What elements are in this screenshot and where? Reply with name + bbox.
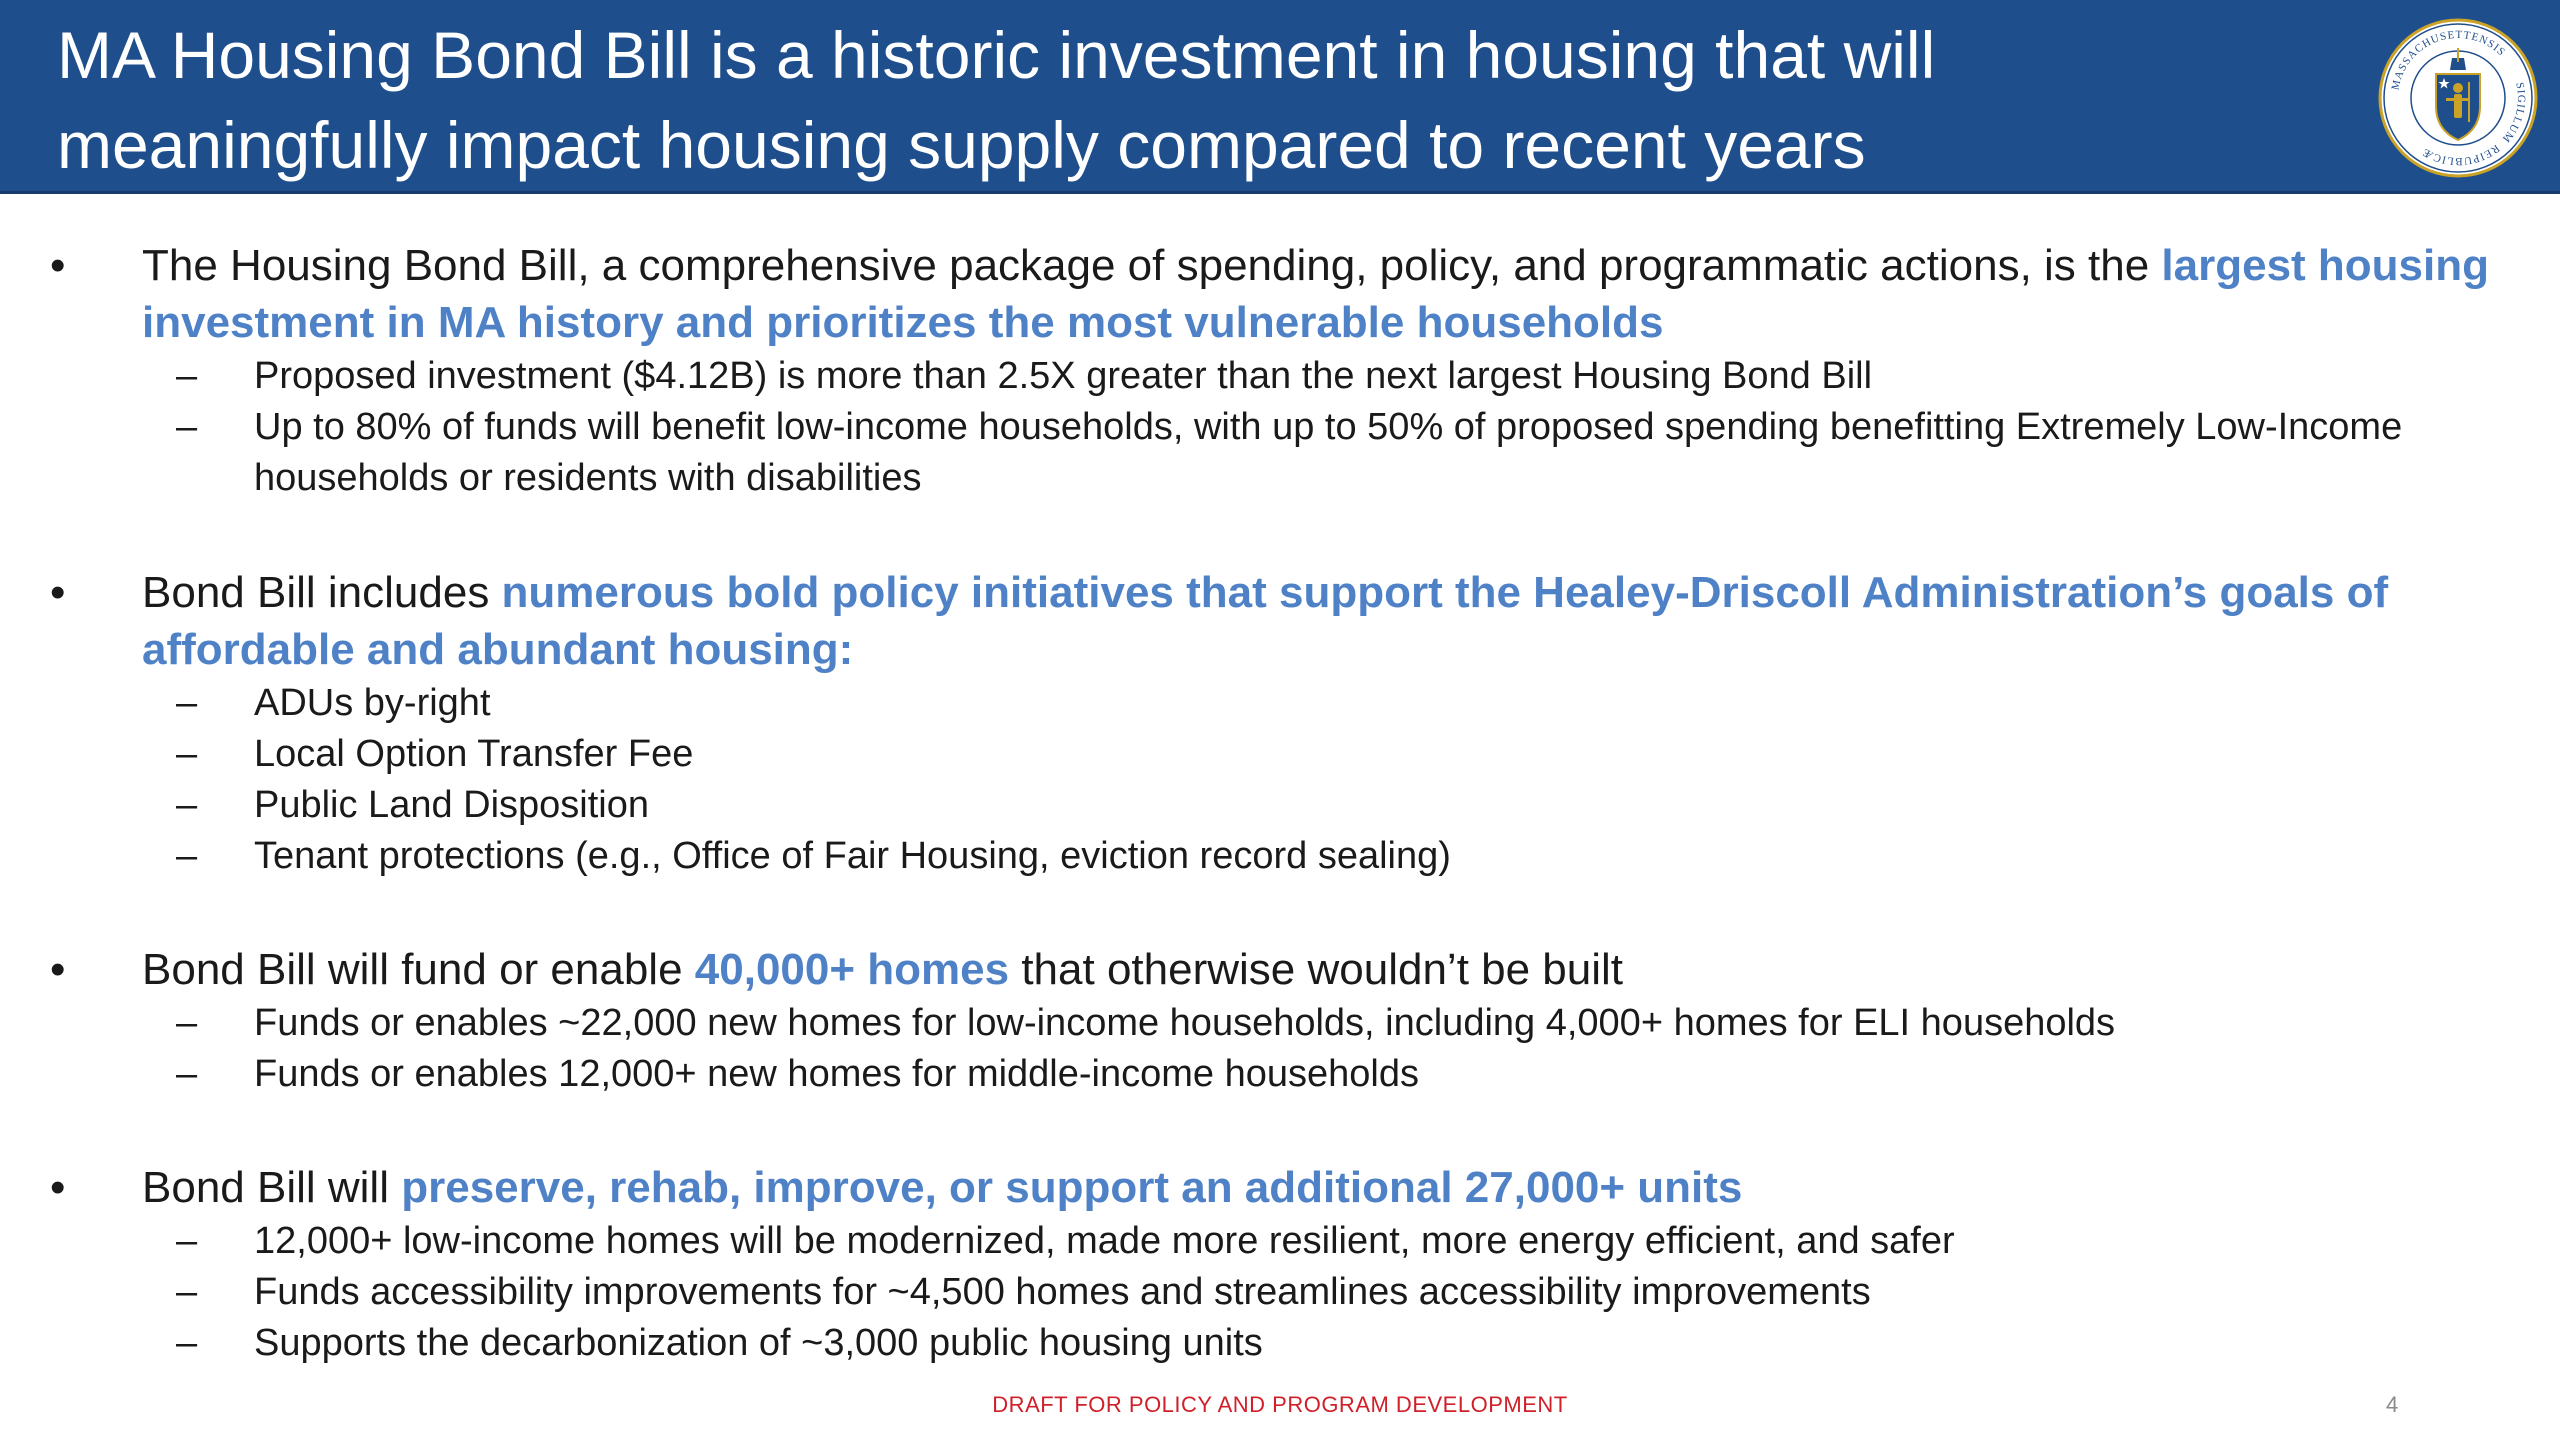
sub-text: Public Land Disposition	[254, 784, 650, 826]
sub-glyph: –	[176, 784, 198, 826]
sub-item	[176, 1267, 2516, 1318]
bullet-40000-homes	[46, 941, 2516, 1100]
sub-text: Funds or enables 12,000+ new homes for middle-income households	[254, 1053, 1419, 1095]
sub-item	[176, 998, 2516, 1049]
seal-text-left: MASSACHUSETTENSIS	[2389, 28, 2508, 92]
slide-title: MA Housing Bond Bill is a historic investment in housing that will meaningfully impact housing supply compared to recent years	[57, 18, 1936, 182]
sub-list	[46, 1216, 2516, 1369]
bullet-glyph: •	[50, 1163, 66, 1212]
bullet-glyph: •	[50, 241, 66, 290]
bullet-text	[142, 1159, 2516, 1216]
bullet-pre: Bond Bill will fund or enable	[142, 945, 695, 994]
sub-glyph: –	[176, 355, 198, 397]
sub-glyph: –	[176, 1271, 198, 1313]
sub-text: 12,000+ low-income homes will be modernized, made more resilient, more energy efficient, and safer	[254, 1220, 1955, 1262]
bullet-pre: Bond Bill will	[142, 1163, 402, 1212]
sub-text: Supports the decarbonization of ~3,000 public housing units	[254, 1322, 1263, 1364]
sub-list	[46, 998, 2516, 1100]
bullet-highlight: largest housing investment in MA history and prioritizes the most vulnerable households	[142, 241, 2489, 347]
bullet-policy-initiatives	[46, 564, 2516, 882]
bullet-text	[142, 237, 2516, 351]
sub-item	[176, 831, 2516, 882]
sub-item	[176, 1216, 2516, 1267]
bullet-largest-investment	[46, 237, 2516, 504]
bullet-highlight: numerous bold policy initiatives that support the Healey-Driscoll Administration’s goals of affordable and abundant housing:	[142, 568, 2389, 674]
sub-list	[46, 678, 2516, 882]
sub-glyph: –	[176, 835, 198, 877]
sub-text: Funds accessibility improvements for ~4,500 homes and streamlines accessibility improvements	[254, 1271, 1871, 1313]
sub-text: ADUs by-right	[254, 682, 491, 724]
sub-glyph: –	[176, 1002, 198, 1044]
seal-text-top: SIGILLUM	[2499, 81, 2528, 146]
seal-text-right: REIPUBLICÆ	[2420, 141, 2502, 168]
sub-glyph: –	[176, 733, 198, 775]
sub-text: Tenant protections (e.g., Office of Fair Housing, eviction record sealing)	[254, 835, 1451, 877]
bullet-glyph: •	[50, 568, 66, 617]
sub-item	[176, 678, 2516, 729]
footer-draft-label: DRAFT FOR POLICY AND PROGRAM DEVELOPMENT	[992, 1392, 1568, 1417]
sub-glyph: –	[176, 682, 198, 724]
sub-glyph: –	[176, 1322, 198, 1364]
bullet-pre: The Housing Bond Bill, a comprehensive package of spending, policy, and programmatic actions, is the	[142, 241, 2162, 290]
sub-text: Proposed investment ($4.12B) is more than 2.5X greater than the next largest Housing Bond Bill	[254, 355, 1873, 397]
sub-text: Up to 80% of funds will benefit low-income households, with up to 50% of proposed spending benefitting Extremely Low-Income households or residents with disabilities	[254, 406, 2403, 499]
sub-glyph: –	[176, 1220, 198, 1262]
sub-item	[176, 402, 2516, 504]
page-number: 4	[2386, 1392, 2399, 1417]
bullet-text	[142, 564, 2516, 678]
bullet-highlight: 40,000+ homes	[694, 945, 1010, 994]
sub-text: Funds or enables ~22,000 new homes for low-income households, including 4,000+ homes for ELI households	[254, 1002, 2116, 1044]
sub-text: Local Option Transfer Fee	[254, 733, 694, 775]
sub-item	[176, 1049, 2516, 1100]
sub-list	[46, 351, 2516, 504]
sub-glyph: –	[176, 1053, 198, 1095]
sub-item	[176, 780, 2516, 831]
sub-item	[176, 351, 2516, 402]
bullet-glyph: •	[50, 945, 66, 994]
bullet-text	[142, 941, 2516, 998]
sub-item	[176, 729, 2516, 780]
bullet-pre: Bond Bill includes	[142, 568, 502, 617]
sub-glyph: –	[176, 406, 198, 448]
sub-item	[176, 1318, 2516, 1369]
bullet-27000-units	[46, 1159, 2516, 1369]
bullet-post: that otherwise wouldn’t be built	[1009, 945, 1624, 994]
bullet-highlight: preserve, rehab, improve, or support an additional 27,000+ units	[401, 1163, 1743, 1212]
